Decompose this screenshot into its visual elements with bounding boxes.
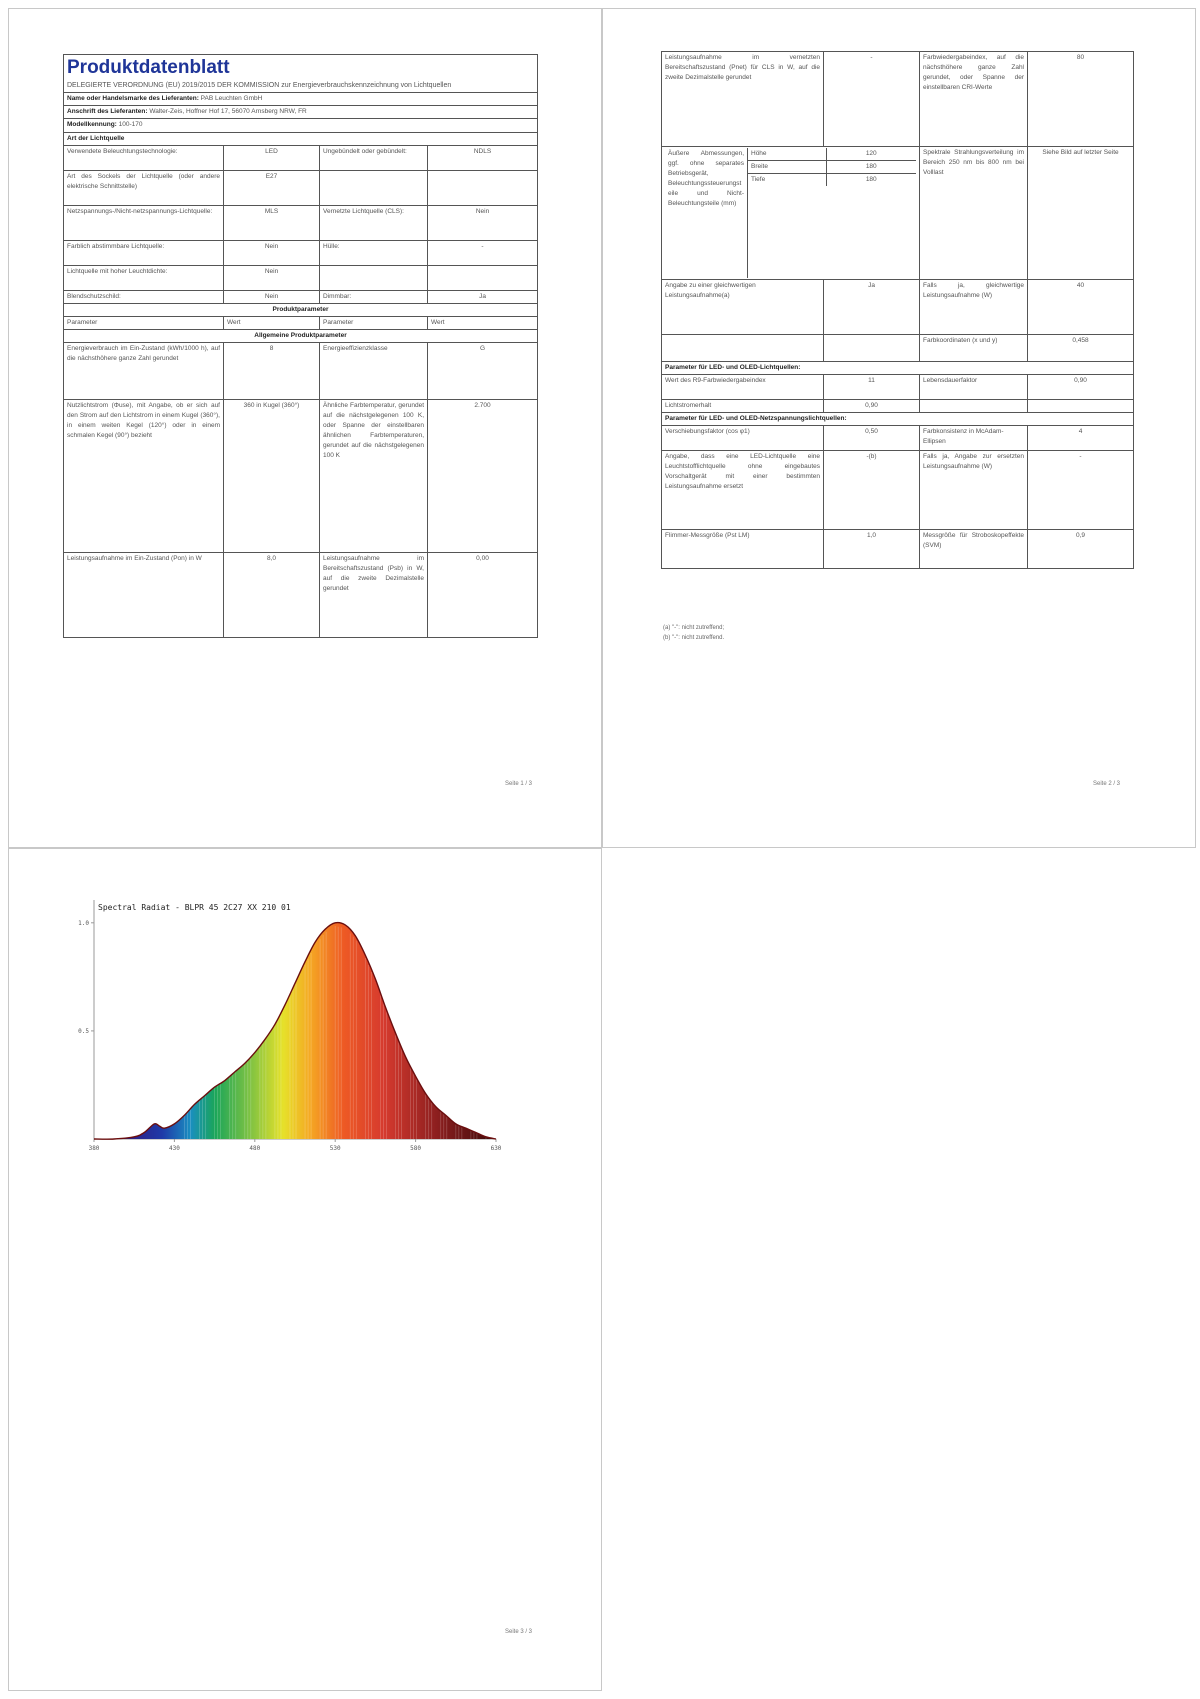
- param-label: Ungebündelt oder gebündelt:: [320, 145, 428, 170]
- x-tick-label: 480: [249, 1145, 261, 1152]
- table-header-row: [64, 316, 538, 329]
- param-value: 0,00: [428, 552, 538, 637]
- param-value: 40: [1028, 280, 1134, 335]
- param-label: Ähnliche Farbtemperatur, gerundet auf die nächstgelegenen 100 K, oder Spanne der einstellbaren ähnlichen Farbtemperaturen, gerundet auf die nächstgelegenen 100 K: [320, 399, 428, 552]
- param-value: Nein: [224, 265, 320, 290]
- param-label: Farbkoordinaten (x und y): [920, 335, 1028, 362]
- product-params-heading: Produktparameter: [64, 303, 538, 316]
- param-value: 0,90: [824, 400, 920, 413]
- param-label: Falls ja, Angabe zur ersetzten Leistungsaufnahme (W): [920, 451, 1028, 530]
- document-title: Produktdatenblatt: [67, 57, 230, 78]
- spectral-distribution-chart: [64, 886, 554, 1156]
- table-row: [662, 451, 1134, 530]
- param-value: [428, 265, 538, 290]
- param-label: Messgröße für Stroboskopeffekte (SVM): [920, 530, 1028, 569]
- param-value: 360 in Kugel (360°): [224, 399, 320, 552]
- column-header: Wert: [428, 316, 538, 329]
- param-label: Farbkonsistenz in McAdam-Ellipsen: [920, 426, 1028, 451]
- param-label: Lichtstromerhalt: [662, 400, 824, 413]
- footnotes: [663, 623, 724, 643]
- dimension-row: [748, 148, 916, 161]
- dimension-value: 180: [826, 161, 916, 174]
- model-label: Modellkennung:: [67, 121, 117, 129]
- param-label: [662, 335, 824, 362]
- column-header: Parameter: [320, 316, 428, 329]
- datasheet-page-2: [602, 8, 1196, 848]
- model-row: [64, 119, 538, 132]
- table-row: [64, 145, 538, 170]
- dimension-row: [748, 174, 916, 187]
- table-row: [64, 290, 538, 303]
- product-datasheet-table-continued: [661, 51, 1134, 569]
- param-value: 0,458: [1028, 335, 1134, 362]
- light-source-type-heading: Art der Lichtquelle: [64, 132, 538, 145]
- table-row: [662, 400, 1134, 413]
- param-value: 4: [1028, 426, 1134, 451]
- param-value: Nein: [224, 290, 320, 303]
- dimension-value: 120: [826, 148, 916, 161]
- param-label: Dimmbar:: [320, 290, 428, 303]
- param-label: Leistungsaufnahme im vernetzten Bereitschaftszustand (Pnet) für CLS in W, auf die zweite Dezimalstelle gerundet: [662, 52, 824, 147]
- spectrum-stripes: [184, 926, 486, 1139]
- param-label: [920, 400, 1028, 413]
- x-tick-label: 630: [490, 1145, 502, 1152]
- param-value: NDLS: [428, 145, 538, 170]
- param-value: E27: [224, 170, 320, 205]
- table-row: [662, 530, 1134, 569]
- param-value: Ja: [428, 290, 538, 303]
- supplier-address-label: Anschrift des Lieferanten:: [67, 108, 148, 116]
- dimensions-label: Äußere Abmessungen, ggf. ohne separates Betriebsgerät, Beleuchtungssteuerungsteile und Nicht-Beleuchtungsteile (mm): [665, 148, 748, 278]
- param-value: Siehe Bild auf letzter Seite: [1028, 147, 1134, 280]
- table-row: [662, 335, 1134, 362]
- param-label: Spektrale Strahlungsverteilung im Bereich 250 nm bis 800 nm bei Volllast: [920, 147, 1028, 280]
- table-row: [64, 240, 538, 265]
- param-label: Art des Sockels der Lichtquelle (oder andere elektrische Schnittstelle): [64, 170, 224, 205]
- x-tick-label: 580: [410, 1145, 422, 1152]
- param-value: Nein: [428, 205, 538, 240]
- param-label: Farbwiedergabeindex, auf die nächsthöhere ganze Zahl gerundet, oder Spanne der einstellbaren CRI-Werte: [920, 52, 1028, 147]
- dimensions-subtable: [748, 148, 916, 186]
- param-label: Farblich abstimmbare Lichtquelle:: [64, 240, 224, 265]
- param-label: Angabe zu einer gleichwertigen Leistungsaufnahme(a): [662, 280, 824, 335]
- param-label: Energieverbrauch im Ein-Zustand (kWh/1000 h), auf die nächsthöhere ganze Zahl gerundet: [64, 342, 224, 399]
- model-value: 100-170: [118, 121, 143, 129]
- dimension-name: Höhe: [748, 148, 826, 161]
- param-label: Wert des R9-Farbwiedergabeindex: [662, 375, 824, 400]
- dimensions-cell: [662, 147, 920, 280]
- supplier-name-value: PAB Leuchten GmbH: [200, 95, 263, 103]
- y-tick-label: 1.0: [78, 919, 89, 927]
- param-value: -: [824, 52, 920, 147]
- column-header: Parameter: [64, 316, 224, 329]
- param-value: 8,0: [224, 552, 320, 637]
- param-label: Lichtquelle mit hoher Leuchtdichte:: [64, 265, 224, 290]
- param-value: 0,9: [1028, 530, 1134, 569]
- param-label: [320, 170, 428, 205]
- footnote-b: (b) "-": nicht zutreffend.: [663, 635, 725, 642]
- param-value: 11: [824, 375, 920, 400]
- general-params-heading: Allgemeine Produktparameter: [64, 329, 538, 342]
- param-value: Nein: [224, 240, 320, 265]
- param-label: Energieeffizienzklasse: [320, 342, 428, 399]
- param-value: Ja: [824, 280, 920, 335]
- datasheet-page-3: [8, 848, 602, 1691]
- table-row: [662, 375, 1134, 400]
- param-label: Nutzlichtstrom (Φuse), mit Angabe, ob er sich auf den Strom auf den Lichtstrom in einem Kugel (360°), in einem weiten Kegel (120°) oder in einem schmalen Kegel (90°) bezieht: [64, 399, 224, 552]
- column-header: Wert: [224, 316, 320, 329]
- title-cell: [64, 55, 538, 93]
- supplier-name-row: [64, 93, 538, 106]
- dimension-name: Tiefe: [748, 174, 826, 187]
- mains-led-params-heading: Parameter für LED- und OLED-Netzspannungslichtquellen:: [662, 413, 1134, 426]
- datasheet-page-1: [8, 8, 602, 848]
- param-label: Verschiebungsfaktor (cos φ1): [662, 426, 824, 451]
- page-number: Seite 3 / 3: [505, 1629, 533, 1635]
- footnote-a: (a) "-": nicht zutreffend;: [663, 625, 725, 631]
- param-label: Blendschutzschild:: [64, 290, 224, 303]
- param-value: 8: [224, 342, 320, 399]
- param-value: [1028, 400, 1134, 413]
- param-label: Flimmer-Messgröße (Pst LM): [662, 530, 824, 569]
- table-row: [64, 399, 538, 552]
- x-tick-label: 530: [329, 1145, 341, 1152]
- param-label: Netzspannungs-/Nicht-netzspannungs-Lichtquelle:: [64, 205, 224, 240]
- param-value: G: [428, 342, 538, 399]
- supplier-address-value: Walter-Zeis, Hoffner Hof 17, 56070 Arnsberg NRW, FR: [149, 108, 307, 116]
- supplier-address-row: [64, 106, 538, 119]
- x-tick-label: 380: [88, 1145, 100, 1152]
- param-value: 2.700: [428, 399, 538, 552]
- table-row: [64, 265, 538, 290]
- y-tick-label: 0.5: [78, 1027, 89, 1035]
- dimensions-row: [662, 147, 1134, 280]
- dimension-row: [748, 161, 916, 174]
- page-number: Seite 1 / 3: [505, 781, 533, 787]
- param-label: Lebensdauerfaktor: [920, 375, 1028, 400]
- chart-title: Spectral Radiat - BLPR 45 2C27 XX 210 01: [98, 903, 291, 912]
- param-label: Leistungsaufnahme im Ein-Zustand (Pon) in W: [64, 552, 224, 637]
- dimension-name: Breite: [748, 161, 826, 174]
- table-row: [662, 52, 1134, 147]
- param-value: -: [428, 240, 538, 265]
- x-tick-label: 430: [168, 1145, 180, 1152]
- table-row: [64, 170, 538, 205]
- product-datasheet-table: [63, 54, 538, 638]
- param-value: [824, 335, 920, 362]
- param-label: Falls ja, gleichwertige Leistungsaufnahme (W): [920, 280, 1028, 335]
- param-label: Leistungsaufnahme im Bereitschaftszustand (Psb) in W, auf die zweite Dezimalstelle gerundet: [320, 552, 428, 637]
- table-row: [662, 280, 1134, 335]
- param-value: 0,90: [1028, 375, 1134, 400]
- table-row: [64, 342, 538, 399]
- param-value: [428, 170, 538, 205]
- param-label: Verwendete Beleuchtungstechnologie:: [64, 145, 224, 170]
- table-row: [64, 552, 538, 637]
- param-label: [320, 265, 428, 290]
- param-value: LED: [224, 145, 320, 170]
- param-value: 1,0: [824, 530, 920, 569]
- param-value: -(b): [824, 451, 920, 530]
- param-label: Vernetzte Lichtquelle (CLS):: [320, 205, 428, 240]
- supplier-name-label: Name oder Handelsmarke des Lieferanten:: [67, 95, 199, 103]
- param-value: 80: [1028, 52, 1134, 147]
- regulation-subtitle: DELEGIERTE VERORDNUNG (EU) 2019/2015 DER KOMMISSION zur Energieverbrauchskennzeichnung von Lichtquellen: [67, 81, 452, 89]
- param-value: 0,50: [824, 426, 920, 451]
- table-row: [64, 205, 538, 240]
- param-value: MLS: [224, 205, 320, 240]
- param-label: Angabe, dass eine LED-Lichtquelle eine Leuchtstofflichtquelle ohne eingebautes Vorschaltgerät mit einer bestimmten Leistungsaufnahme ersetzt: [662, 451, 824, 530]
- table-row: [662, 426, 1134, 451]
- param-label: Hülle:: [320, 240, 428, 265]
- page-number: Seite 2 / 3: [1093, 781, 1121, 787]
- led-params-heading: Parameter für LED- und OLED-Lichtquellen:: [662, 362, 1134, 375]
- dimension-value: 180: [865, 176, 877, 184]
- param-value: -: [1028, 451, 1134, 530]
